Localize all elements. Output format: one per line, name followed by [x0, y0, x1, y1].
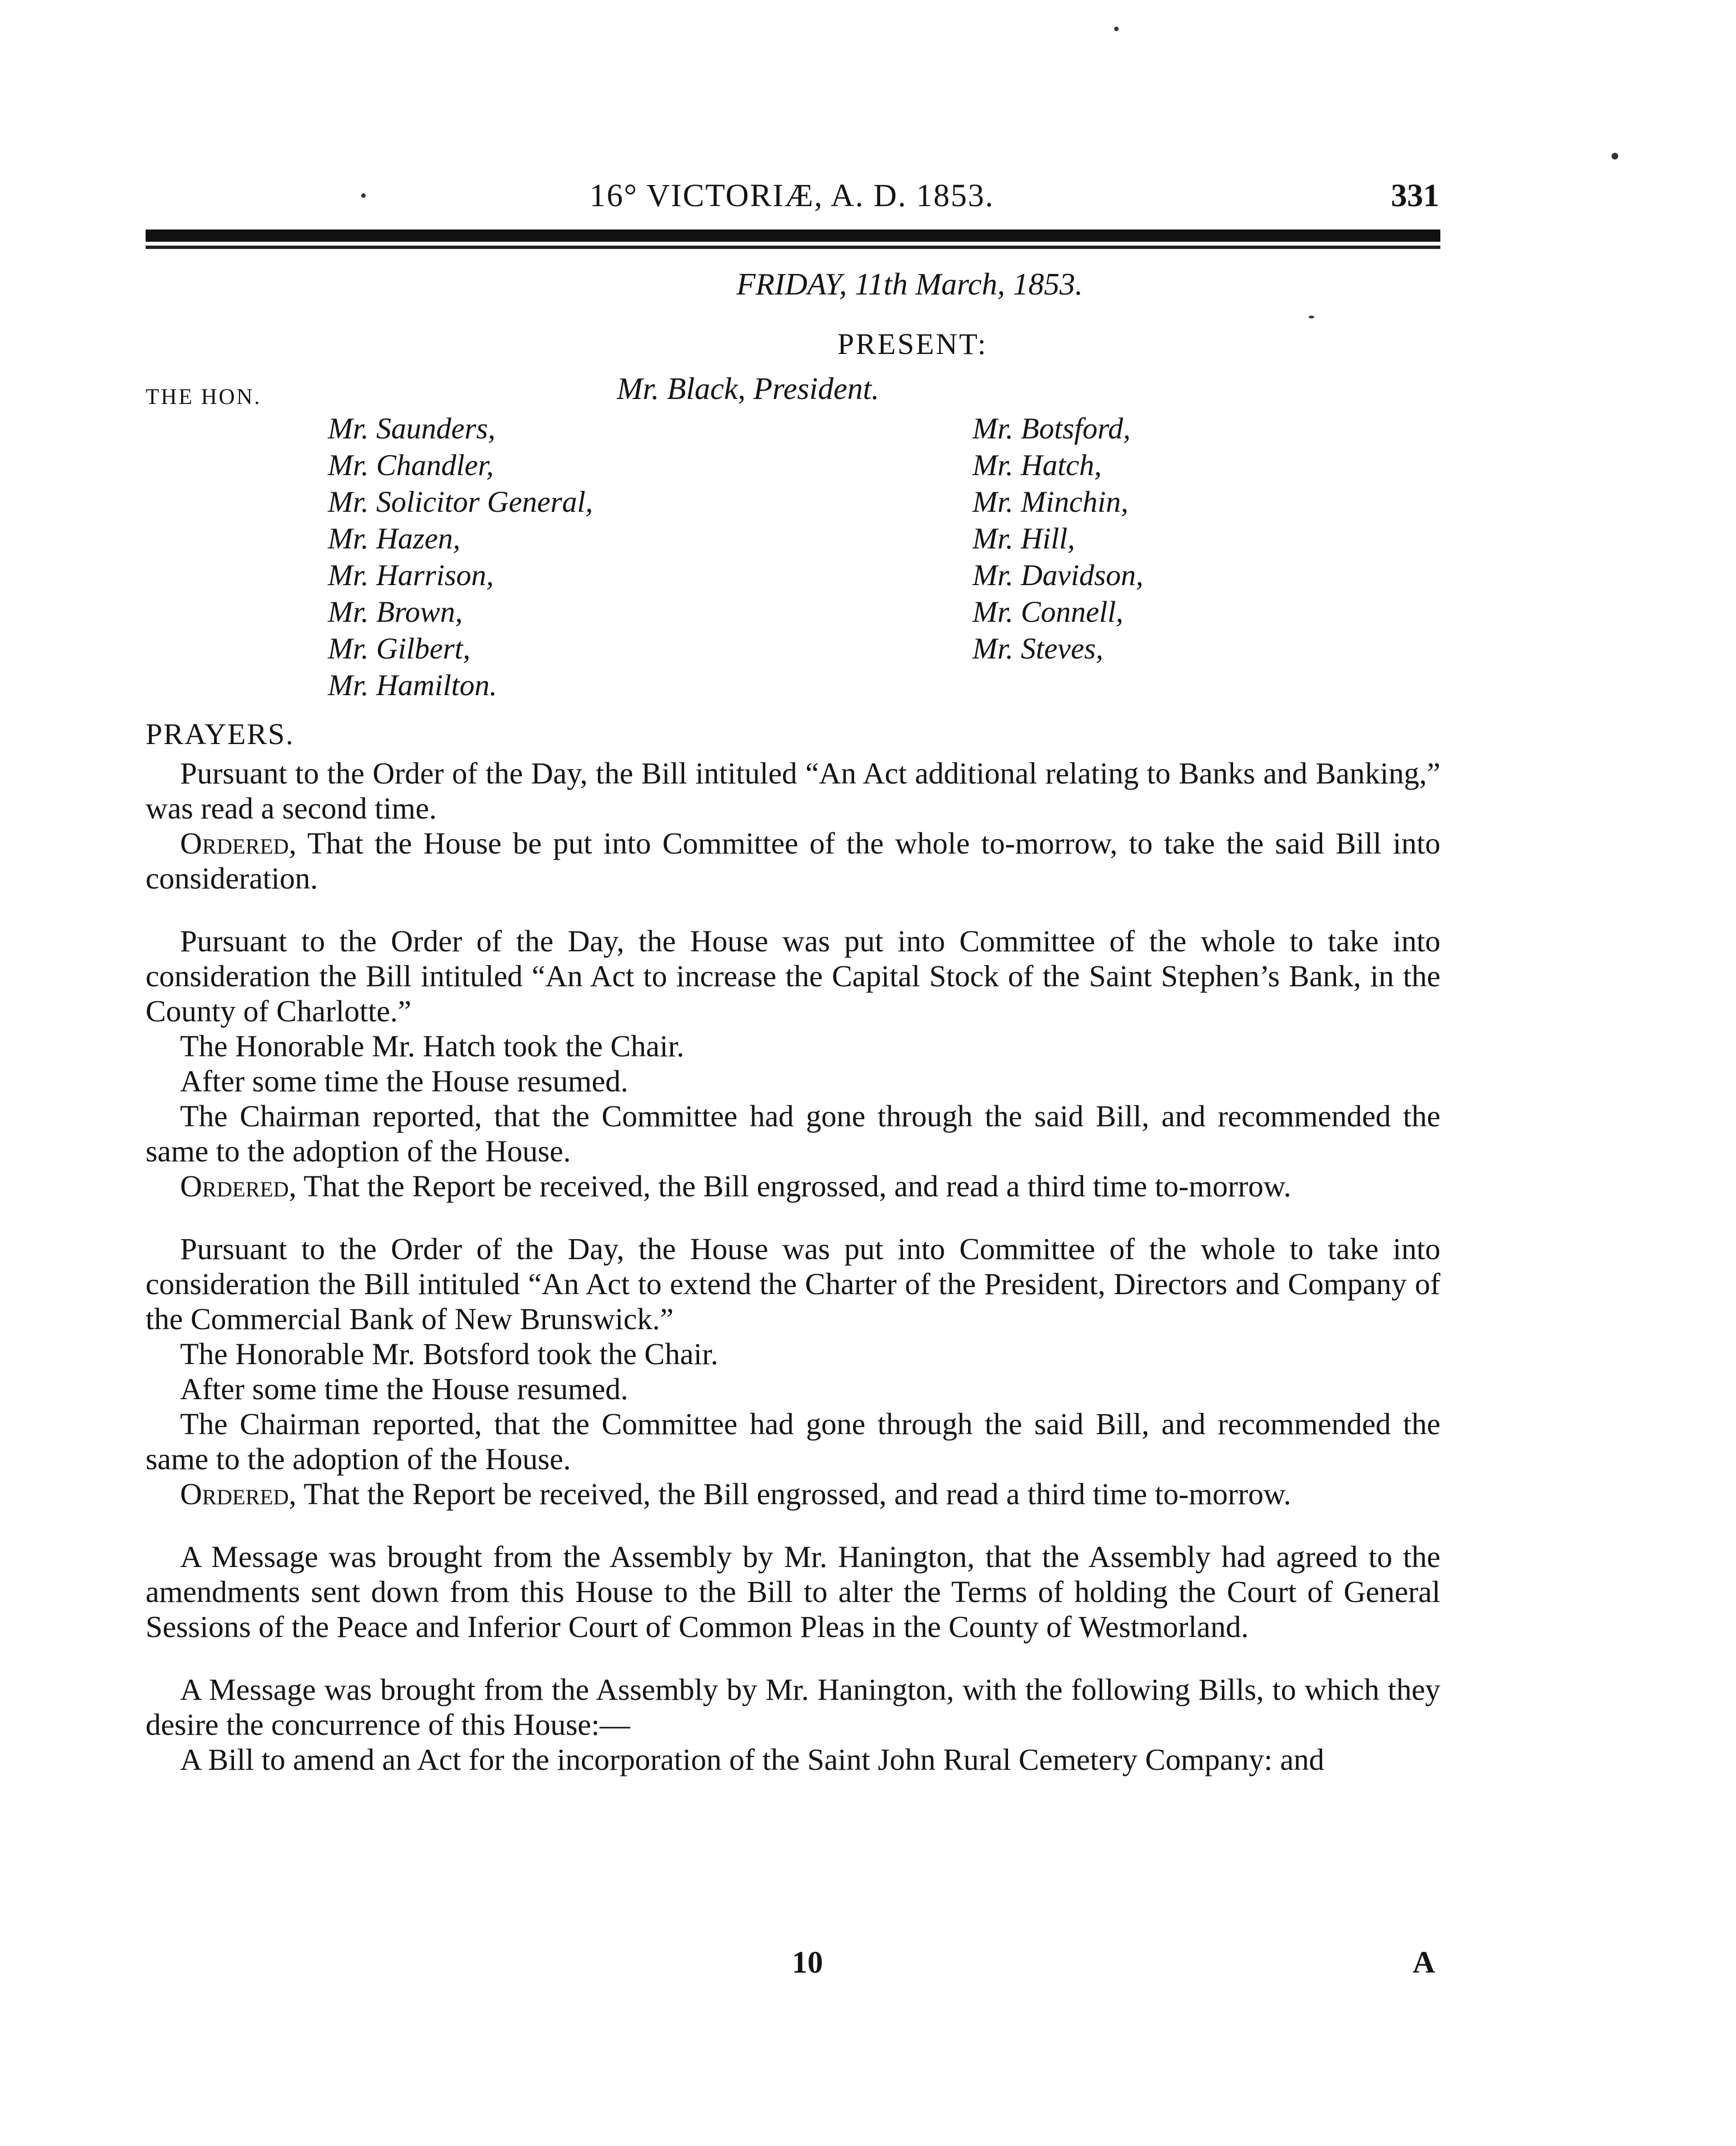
members-list-left: [328, 410, 593, 703]
member-name: Mr. Hill,: [972, 522, 1075, 555]
paragraph-text: After some time the House resumed.: [180, 1064, 628, 1098]
proceedings-paragraph: [146, 826, 1440, 896]
signature-mark: 10: [792, 1945, 823, 1980]
ordered-label: Ordered,: [180, 1169, 297, 1203]
member-name: Mr. Gilbert,: [328, 632, 471, 665]
members-list-right: [972, 410, 1144, 667]
ink-speck: [1309, 316, 1314, 318]
paragraph-text: The Honorable Mr. Hatch took the Chair.: [180, 1029, 685, 1063]
paragraph-text: That the Report be received, the Bill engrossed, and read a third time to-morrow.: [296, 1477, 1291, 1511]
member-name: Mr. Harrison,: [328, 558, 494, 592]
header-rule-thin: [146, 246, 1440, 249]
member-name: Mr. Brown,: [328, 595, 463, 628]
paragraph-text: That the Report be received, the Bill engrossed, and read a third time to-morrow.: [296, 1169, 1291, 1203]
paragraph-text: The Honorable Mr. Botsford took the Chair.: [180, 1337, 719, 1371]
proceedings-paragraph: [146, 1064, 1440, 1099]
paragraph-text: Pursuant to the Order of the Day, the House was put into Committee of the whole to take into consideration the Bill intituled “An Act to extend the Charter of the President, Directors and Company of the Commercial Bank of New Brunswick.”: [146, 1232, 1440, 1336]
member-name: Mr. Connell,: [972, 595, 1124, 628]
header-rule-thick: [146, 229, 1440, 242]
proceedings-paragraph: [146, 1371, 1440, 1406]
catchword: A: [1413, 1945, 1435, 1980]
present-heading: PRESENT:: [837, 327, 988, 361]
ordered-label: Ordered,: [180, 1477, 297, 1511]
paragraph-text: Pursuant to the Order of the Day, the House was put into Committee of the whole to take into consideration the Bill intituled “An Act to increase the Capital Stock of the Saint Stephen’s Bank, in the County of Charlotte.”: [146, 924, 1440, 1028]
member-name: Mr. Solicitor General,: [328, 485, 593, 518]
proceedings-paragraph: [146, 1539, 1440, 1644]
proceedings-paragraph: [146, 1672, 1440, 1742]
proceedings-paragraph: [146, 1099, 1440, 1169]
ink-speck: [1114, 27, 1119, 31]
member-name: Mr. Saunders,: [328, 412, 496, 445]
paragraph-text: The Chairman reported, that the Committee had gone through the said Bill, and recommended the same to the adoption of the House.: [146, 1407, 1440, 1476]
running-head: [144, 177, 1439, 227]
proceedings-paragraph: [146, 1476, 1440, 1511]
member-name: Mr. Hazen,: [328, 522, 461, 555]
paragraph-text: After some time the House resumed.: [180, 1372, 628, 1406]
prayers-heading: PRAYERS.: [146, 717, 295, 751]
page-number: 331: [1391, 177, 1439, 213]
paragraph-text: Pursuant to the Order of the Day, the Bill intituled “An Act additional relating to Banks and Banking,” was read a second time.: [146, 756, 1440, 825]
ordered-label: Ordered,: [180, 826, 297, 860]
paragraph-text: A Message was brought from the Assembly by Mr. Hanington, that the Assembly had agreed to the amendments sent down from this House to the Bill to alter the Terms of holding the Court of General Sessions of the Peace and Inferior Court of Common Pleas in the County of Westmorland.: [146, 1540, 1440, 1644]
paragraph-text: That the House be put into Committee of the whole to-morrow, to take the said Bill into consideration.: [146, 826, 1440, 895]
member-name: Mr. Steves,: [972, 632, 1104, 665]
paragraph-text: A Bill to amend an Act for the incorporation of the Saint John Rural Cemetery Company: and: [180, 1743, 1325, 1776]
proceedings-paragraph: [146, 1406, 1440, 1476]
member-name: Mr. Botsford,: [972, 412, 1131, 445]
paragraph-text: The Chairman reported, that the Committee had gone through the said Bill, and recommended the same to the adoption of the House.: [146, 1099, 1440, 1168]
president-name: Mr. Black, President.: [617, 372, 880, 406]
proceedings-paragraph: [146, 756, 1440, 826]
proceedings-paragraph: [146, 924, 1440, 1029]
proceedings-paragraph: [146, 1742, 1440, 1777]
member-name: Mr. Hatch,: [972, 448, 1102, 482]
member-name: Mr. Minchin,: [972, 485, 1129, 518]
proceedings-text: [146, 756, 1440, 1777]
proceedings-paragraph: [146, 1029, 1440, 1064]
hon-label: THE HON.: [146, 384, 262, 409]
member-name: Mr. Davidson,: [972, 558, 1144, 592]
member-name: Mr. Hamilton.: [328, 668, 497, 702]
proceedings-paragraph: [146, 1336, 1440, 1371]
proceedings-paragraph: [146, 1169, 1440, 1204]
proceedings-paragraph: [146, 1231, 1440, 1336]
running-title: 16° VICTORIÆ, A. D. 1853.: [589, 177, 995, 213]
member-name: Mr. Chandler,: [328, 448, 494, 482]
sitting-date: FRIDAY, 11th March, 1853.: [736, 267, 1083, 302]
paragraph-text: A Message was brought from the Assembly by Mr. Hanington, with the following Bills, to which they desire the concurrence of this House:—: [146, 1673, 1440, 1741]
ink-speck: [1612, 153, 1618, 159]
